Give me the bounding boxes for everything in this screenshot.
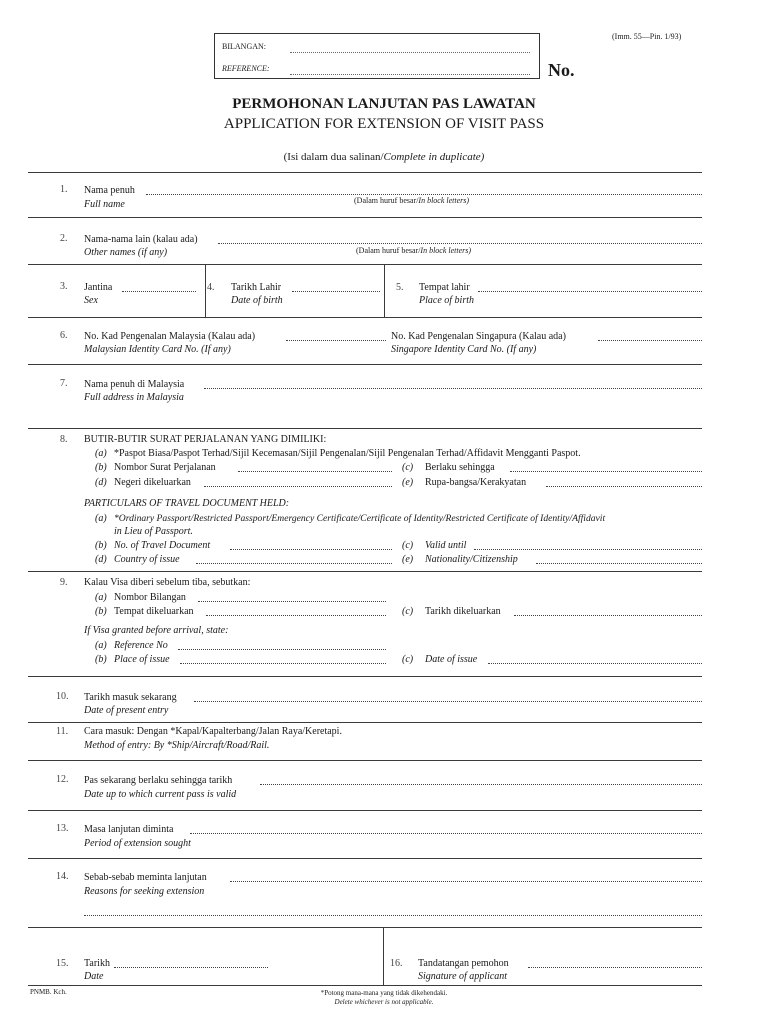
entry-method-label: Cara masuk: Dengan *Kapal/Kapalterbang/Jalan Raya/Keretapi. [84, 726, 342, 737]
dob-label: Tarikh Lahir [231, 282, 282, 293]
divider [28, 985, 702, 986]
travel-doc-heading-english: PARTICULARS OF TRAVEL DOCUMENT HELD: [84, 498, 290, 509]
visa-reference-field[interactable] [178, 649, 386, 650]
singapore-ic-label: No. Kad Pengenalan Singapura (Kalau ada) [391, 331, 566, 342]
block-letters-note: (Dalam huruf besar/In block letters) [354, 196, 470, 205]
signature-label: Tandatangan pemohon [418, 958, 509, 969]
field-number: 15. [56, 958, 69, 969]
visa-heading-english: If Visa granted before arrival, state: [84, 625, 229, 636]
reasons-field-line-2[interactable] [84, 915, 702, 916]
field-number: 8. [60, 434, 68, 445]
item-letter: (c) [402, 540, 414, 551]
nationality-label: Rupa-bangsa/Kerakyatan [425, 477, 527, 488]
reference-field[interactable] [290, 74, 530, 75]
dob-field[interactable] [292, 291, 380, 292]
country-of-issue-field-en[interactable] [196, 563, 392, 564]
item-letter: (a) [95, 448, 107, 459]
full-name-label: Nama penuh [84, 185, 135, 196]
visa-place-label: Tempat dikeluarkan [114, 606, 194, 617]
other-names-field[interactable] [218, 243, 702, 244]
nationality-field[interactable] [546, 486, 702, 487]
field-number: 16. [390, 958, 403, 969]
sex-label: Jantina [84, 282, 113, 293]
divider [28, 927, 702, 928]
entry-date-sublabel: Date of present entry [84, 705, 169, 716]
date-sublabel: Date [84, 971, 104, 982]
travel-doc-number-field-en[interactable] [230, 549, 392, 550]
visa-date-field[interactable] [514, 615, 702, 616]
nationality-field-en[interactable] [536, 563, 702, 564]
pob-label: Tempat lahir [419, 282, 470, 293]
country-of-issue-field[interactable] [204, 486, 392, 487]
field-number: 5. [396, 282, 404, 293]
malaysian-ic-field[interactable] [286, 340, 386, 341]
address-label: Nama penuh di Malaysia [84, 379, 185, 390]
travel-doc-heading-malay: BUTIR-BUTIR SURAT PERJALANAN YANG DIMILIKI: [84, 434, 327, 445]
divider [28, 760, 702, 761]
bilangan-field[interactable] [290, 52, 530, 53]
extension-period-field[interactable] [190, 833, 702, 834]
visa-reference-label: Reference No [114, 640, 168, 651]
full-name-sublabel: Full name [84, 199, 125, 210]
item-letter: (e) [402, 554, 414, 565]
full-name-field[interactable] [146, 194, 702, 195]
dob-sublabel: Date of birth [231, 295, 283, 306]
item-letter: (b) [95, 540, 107, 551]
visa-place-field[interactable] [206, 615, 386, 616]
field-number: 13. [56, 823, 69, 834]
item-letter: (d) [95, 554, 107, 565]
pass-valid-label: Pas sekarang berlaku sehingga tarikh [84, 775, 233, 786]
field-number: 2. [60, 233, 68, 244]
visa-date-label: Tarikh dikeluarkan [425, 606, 501, 617]
divider [28, 317, 702, 318]
footnote-malay: *Potong mana-mana yang tidak dikehendaki. [320, 989, 448, 997]
singapore-ic-field[interactable] [598, 340, 702, 341]
valid-until-field-en[interactable] [474, 549, 702, 550]
instruction [0, 151, 768, 163]
title-english: APPLICATION FOR EXTENSION OF VISIT PASS [223, 116, 545, 132]
item-letter: (b) [95, 606, 107, 617]
travel-doc-number-label-en: No. of Travel Document [114, 540, 211, 551]
pass-valid-field[interactable] [260, 784, 702, 785]
item-letter: (c) [402, 654, 414, 665]
malaysian-ic-sublabel: Malaysian Identity Card No. (If any) [84, 344, 231, 355]
valid-until-label: Berlaku sehingga [425, 462, 495, 473]
entry-date-label: Tarikh masuk sekarang [84, 692, 177, 703]
no-label: No. [548, 60, 575, 80]
divider [28, 571, 702, 572]
visa-place-field-en[interactable] [180, 663, 386, 664]
sex-field[interactable] [122, 291, 196, 292]
country-of-issue-label: Negeri dikeluarkan [114, 477, 191, 488]
visa-heading-malay: Kalau Visa diberi sebelum tiba, sebutkan: [84, 577, 251, 588]
item-letter: (c) [402, 606, 414, 617]
sex-sublabel: Sex [84, 295, 98, 306]
divider [28, 364, 702, 365]
item-letter: (a) [95, 513, 107, 524]
doc-type-malay: *Paspot Biasa/Paspot Terhad/Sijil Kecemasan/Sijil Pengenalan/Sijil Pengenalan Terhad/Affidavit Mengganti Paspot. [114, 448, 581, 459]
extension-period-sublabel: Period of extension sought [84, 838, 191, 849]
malaysian-ic-label: No. Kad Pengenalan Malaysia (Kalau ada) [84, 331, 256, 342]
field-number: 11. [56, 726, 69, 737]
instruction-english: Complete in duplicate) [383, 151, 485, 163]
extension-period-label: Masa lanjutan diminta [84, 824, 174, 835]
nationality-label-en: Nationality/Citizenship [425, 554, 518, 565]
address-field[interactable] [204, 388, 702, 389]
reference-label: REFERENCE: [222, 64, 270, 73]
entry-date-field[interactable] [194, 701, 702, 702]
date-field[interactable] [114, 967, 268, 968]
pob-field[interactable] [478, 291, 702, 292]
doc-type-english: *Ordinary Passport/Restricted Passport/Emergency Certificate/Certificate of Identity/Restricted Certificate of Identity/Affidavit [114, 513, 606, 524]
item-letter: (d) [95, 477, 107, 488]
visa-number-field[interactable] [198, 601, 386, 602]
other-names-label: Nama-nama lain (kalau ada) [84, 234, 198, 245]
form-code: (Imm. 55—Pin. 1/93) [612, 32, 682, 41]
visa-date-field-en[interactable] [488, 663, 702, 664]
visa-date-label-en: Date of issue [425, 654, 478, 665]
valid-until-field[interactable] [510, 471, 702, 472]
bilangan-label: BILANGAN: [222, 42, 266, 51]
title-malay: PERMOHONAN LANJUTAN PAS LAWATAN [232, 96, 536, 112]
reasons-sublabel: Reasons for seeking extension [84, 886, 205, 897]
signature-field[interactable] [528, 967, 702, 968]
divider [28, 810, 702, 811]
travel-doc-number-field[interactable] [238, 471, 392, 472]
divider [28, 858, 702, 859]
item-letter: (a) [95, 640, 107, 651]
visa-number-label: Nombor Bilangan [114, 592, 186, 603]
item-letter: (e) [402, 477, 414, 488]
divider [28, 676, 702, 677]
field-number: 7. [60, 378, 68, 389]
field-number: 9. [60, 577, 68, 588]
instruction-malay: (Isi dalam dua salinan/ [283, 151, 384, 163]
doc-type-english-cont: in Lieu of Passport. [114, 526, 193, 537]
field-number: 3. [60, 281, 68, 292]
signature-sublabel: Signature of applicant [418, 971, 508, 982]
printer-code: PNMB. Kch. [30, 988, 67, 996]
pass-valid-sublabel: Date up to which current pass is valid [84, 789, 237, 800]
block-letters-note: (Dalam huruf besar/In block letters) [356, 246, 472, 255]
address-sublabel: Full address in Malaysia [84, 392, 184, 403]
item-letter: (b) [95, 654, 107, 665]
column-divider [383, 927, 384, 985]
divider [28, 217, 702, 218]
item-letter: (c) [402, 462, 414, 473]
reasons-label: Sebab-sebab meminta lanjutan [84, 872, 207, 883]
country-of-issue-label-en: Country of issue [114, 554, 180, 565]
field-number: 10. [56, 691, 69, 702]
field-number: 4. [207, 282, 215, 293]
singapore-ic-sublabel: Singapore Identity Card No. (If any) [391, 344, 537, 355]
reasons-field[interactable] [230, 881, 702, 882]
field-number: 14. [56, 871, 69, 882]
item-letter: (a) [95, 592, 107, 603]
footnote-english: Delete whichever is not applicable. [334, 998, 434, 1006]
divider [28, 172, 702, 173]
entry-method-sublabel: Method of entry: By *Ship/Aircraft/Road/Rail. [84, 740, 270, 751]
travel-doc-number-label: Nombor Surat Perjalanan [114, 462, 216, 473]
other-names-sublabel: Other names (if any) [84, 247, 168, 258]
divider [28, 722, 702, 723]
field-number: 1. [60, 184, 68, 195]
field-number: 12. [56, 774, 69, 785]
column-divider [205, 264, 206, 317]
column-divider [384, 264, 385, 317]
divider [28, 428, 702, 429]
date-label: Tarikh [84, 958, 110, 969]
field-number: 6. [60, 330, 68, 341]
divider [28, 264, 702, 265]
pob-sublabel: Place of birth [419, 295, 474, 306]
valid-until-label-en: Valid until [425, 540, 467, 551]
item-letter: (b) [95, 462, 107, 473]
visa-place-label-en: Place of issue [114, 654, 170, 665]
